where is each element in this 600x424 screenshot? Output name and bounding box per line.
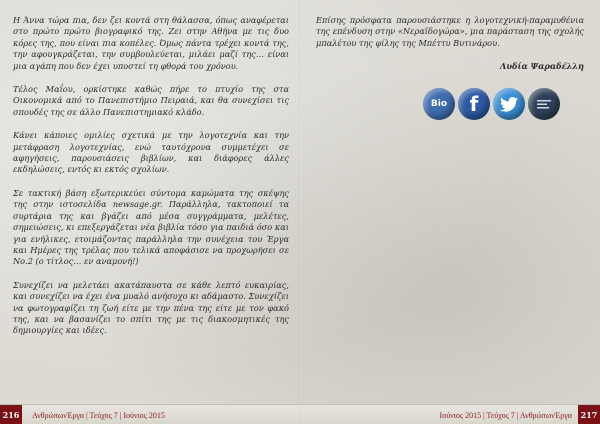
author-signature: Λυδία Ψαραδέλλη [499,61,584,72]
page-number: 216 [0,405,22,424]
blog-icon[interactable] [528,88,560,120]
social-links [423,88,560,120]
page-number: 217 [578,405,600,424]
paragraph: Κάνει κάποιες ομιλίες σχετικά με την λογοτεχνία και την μετάφραση λογοτεχνίας, ενώ ταυτόχρονα συμμετέχει σε αφηγήσεις, παρουσιάσεις βιβλίων, και διάφορες άλλες εκδηλώσεις, εντός κι εκτός σχολίων. [13,130,289,175]
blog-glyph [535,98,553,110]
footer-text: Ιούνιος 2015 | Τεύχος 7 | ΑνθρώπωνΈργα [439,411,572,420]
twitter-bird-glyph [500,97,518,112]
paragraph: Η Άννα τώρα πια, δεν ζει κοντά στη θάλασσα, όπως αναφέρεται στο πρώτο πρώτο βιογραφικό της. Ζει στην Αθήνα με τις δυο κόρες της, που είναι πια κοπέλες. Όμως πάντα τρέχει κοντά της, την αφουγκράζεται, την συμβουλεύεται, μιλάει μαζί της… είναι μια αγάπη που δεν έχει υποστεί τη φθορά του χρόνου. [13,15,289,71]
paragraph: Σε τακτική βάση εξωτερικεύει σύντομα καμώματα της σκέψης της στην ιστοσελίδα newsage.gr. Παράλληλα, τακτοποιεί τα συρτάρια της και βγάζει από μέσα συγγράμματα, μελέτες, σημειώσεις, κι επεξεργάζεται νέα βιβλία τόσο για παιδιά όσο και για ενήλικες, ετοιμάζοντας παράλληλα την συνέχεια του Έργα και Ημέρες της τρέλας που τελικά αποφάσισε να προχωρήσει σε Νο.2 (ο τίτλος… εν αναμονή!) [13,187,289,267]
right-column-text [316,15,584,73]
paragraph: Τέλος Μαΐου, ορκίστηκε καθώς πήρε το πτυχίο της στα Οικονομικά από το Πανεπιστήμιο Πειραιά, και θα συνεχίσει τις σπουδές της σε άλλο Πανεπιστημιακό κλάδο. [13,84,289,117]
right-page [300,0,600,424]
facebook-icon[interactable] [458,88,490,120]
left-footer [0,404,300,424]
bio-icon[interactable] [423,88,455,120]
left-column-text [13,15,289,349]
bio-label: Bio [430,99,448,109]
facebook-label: f [469,92,479,116]
paragraph: Συνεχίζει να μελετάει ακατάπαυστα σε κάθε λεπτό ευκαιρίας, και συνεχίζει να έχει ένα μυαλό ανήσυχο κι αδάμαστο. Συνεχίζει να φωτογραφίζει τη ζωή είτε με την πένα της είτε με τον φακό της, και να βασανίζει το σπίτι της με τις διακοσμητικές της δημιουργίες και ιδέες. [13,279,289,336]
twitter-icon[interactable] [493,88,525,120]
paragraph: Επίσης πρόσφατα παρουσιάστηκε η λογοτεχνική-παραμυθένια της επένδυση στην «Νεραϊδογώρα», μια παράσταση της σχολής μπαλέτου της φίλης της Μπέττυ Βυτινάρου. [316,15,584,48]
right-footer [300,404,600,424]
footer-text: ΑνθρώπωνΈργα | Τεύχος 7 | Ιούνιος 2015 [32,411,165,420]
